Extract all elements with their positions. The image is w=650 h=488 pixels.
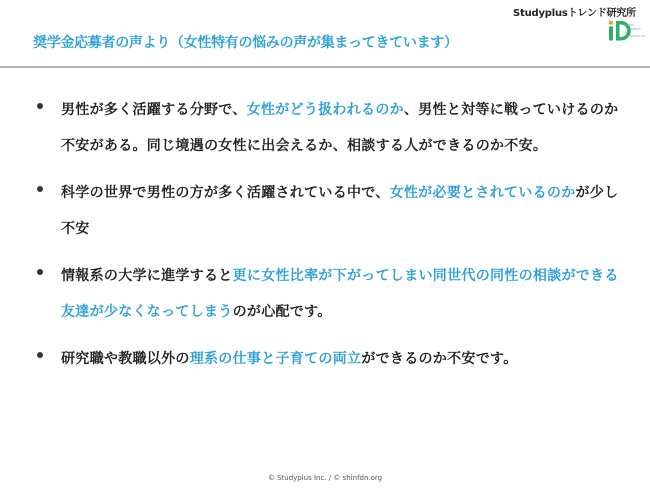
slide-header [0,0,650,66]
bullet-item [33,258,623,330]
bullet-text [61,341,623,377]
lab-name: Studyplusトレンド研究所 [513,8,636,19]
logo-text-line: FOUNDATION [625,33,645,38]
bullet-item [33,175,623,247]
logo-text-line: ACADEMIC [625,26,641,31]
text-segment: 研究職や教職以外の [61,351,190,367]
text-segment: 情報系の大学に進学すると [61,268,233,284]
text-segment: 男性が多く活躍する分野で、 [61,102,247,118]
bullet-dot-icon [37,103,43,109]
bullet-item [33,341,623,377]
bullet-text [61,258,623,330]
text-segment: のが心配です。 [232,304,332,320]
highlighted-phrase: 理系の仕事と子育ての両立 [189,351,362,367]
highlighted-phrase: 更に女性比率が下がってしまい同世代の同性の相談ができる友達が少なくなってしまう [61,268,619,320]
footer-copyright: © Studyplus Inc. / © shinfdn.org [267,474,383,482]
logo-text-line: JAPAN [625,23,634,27]
bullet-text [61,92,623,164]
bullet-dot-icon [37,186,43,192]
bullet-text [61,175,623,247]
bullet-list [33,92,623,388]
bullet-dot-icon [37,269,43,275]
bullet-item [33,92,623,164]
highlighted-phrase: 女性がどう扱われるのか [246,102,404,118]
logo-text-line: & [625,30,628,34]
bullet-dot-icon [37,352,43,358]
text-segment: が少し不安 [61,185,619,237]
text-segment: ができるのか不安です。 [361,351,518,367]
header-divider [0,66,650,68]
highlighted-phrase: 女性が必要とされているのか [389,185,576,201]
text-segment: 、男性と対等に戦っていけるのか不安がある。同じ境遇の女性に出会えるか、相談する人ができるのか不安。 [61,102,619,154]
slide-title: 奨学金応募者の声より（女性特有の悩みの声が集まってきています） [33,35,458,51]
text-segment: 科学の世界で男性の方が多く活躍されている中で、 [61,185,390,201]
